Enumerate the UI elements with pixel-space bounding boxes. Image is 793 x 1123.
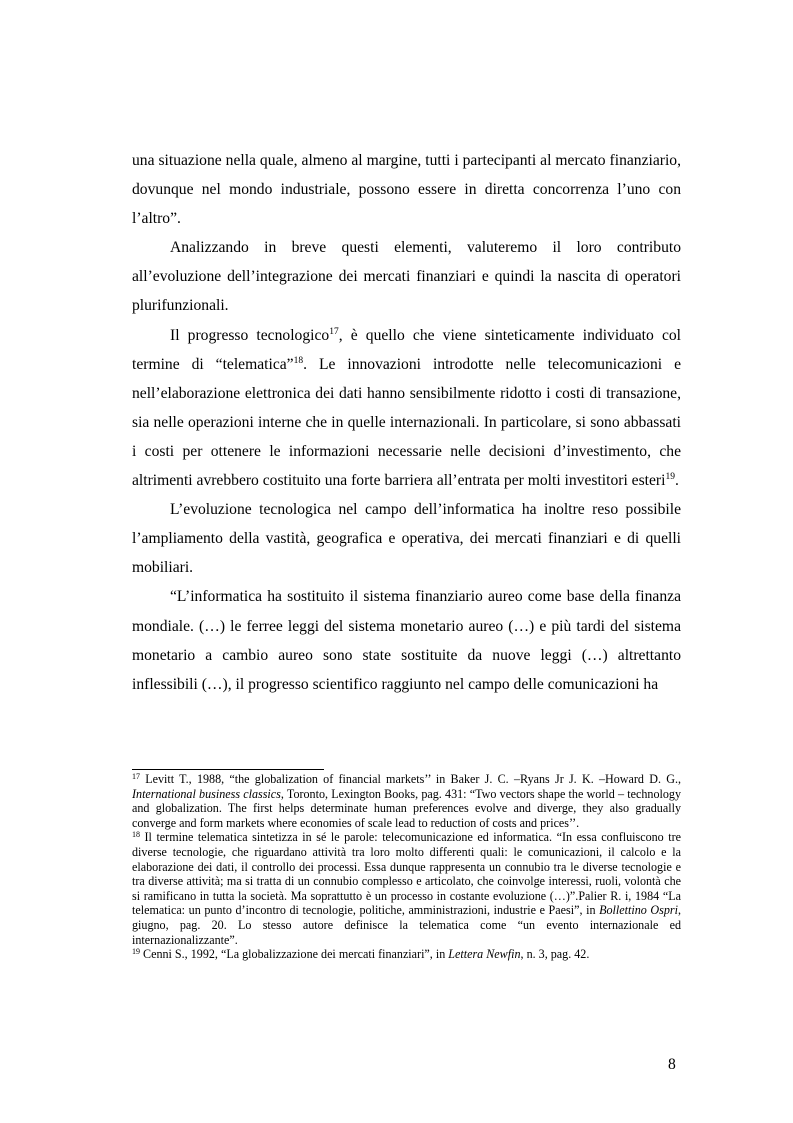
page-number: 8 — [668, 1056, 676, 1073]
footnote-title: Lettera Newfin — [448, 947, 521, 962]
paragraph-3 — [132, 321, 681, 496]
paragraph-3-text-c: . Le innovazioni introdotte nelle telecomunicazioni e nell’elaborazione elettronica dei dati hanno sensibilmente ridotto i costi di transazione, sia nelle operazioni interne che in quelle internazionali. In particolare, si sono abbassati i costi per ottenere le informazioni necessarie nelle decisioni d’investimento, che altrimenti avrebbero costituito una forte barriera all’entrata per molti investitori esteri — [132, 355, 681, 490]
footnote-text: Cenni S., 1992, “La globalizzazione dei mercati finanziari”, in — [140, 947, 449, 962]
footnote-text: , Toronto, Lexington Books, pag. 431: “Two vectors shape the world – technology and globalization. The first helps determinate human preferences evolve and diverge, they also gradually converge and form markets where economies of scale lead to reduction of costs and prices’’. — [132, 786, 681, 830]
footnotes — [132, 772, 681, 962]
paragraph-4: L’evoluzione tecnologica nel campo dell’informatica ha inoltre reso possibile l’ampliamento della vastità, geografica e operativa, dei mercati finanziari e di quelli mobiliari. — [132, 501, 681, 577]
footnote-divider — [132, 769, 324, 770]
footnote-text: , giugno, pag. 20. Lo stesso autore definisce la telematica come “un evento internazionale ed internazionalizzante”. — [132, 903, 681, 947]
footnote-17 — [132, 772, 681, 830]
paragraph-3-text-a: Il progresso tecnologico — [170, 326, 330, 344]
body-text — [132, 146, 681, 699]
paragraph-5: “L’informatica ha sostituito il sistema finanziario aureo come base della finanza mondiale. (…) le ferree leggi del sistema monetario aureo (…) e più tardi del sistema monetario a cambio aureo sono state sostituite da nuove leggi (…) altrettanto inflessibili (…), il progresso scientifico raggiunto nel campo delle comunicazioni ha — [132, 588, 681, 693]
paragraph-1: una situazione nella quale, almeno al margine, tutti i partecipanti al mercato finanziario, dovunque nel mondo industriale, possono essere in diretta concorrenza l’uno con l’altro”. — [132, 152, 681, 228]
footnote-number: 18 — [132, 830, 140, 840]
footnote-text: Levitt T., 1988, “the globalization of financial markets’’ in Baker J. C. –Ryans Jr J. K. –Howard D. G., — [140, 772, 681, 786]
footnote-number: 17 — [132, 772, 140, 781]
footnote-title: Bollettino Ospri — [599, 903, 678, 918]
paragraph-3-text-b: , è quello che viene sinteticamente individuato col termine di “telematica” — [132, 326, 682, 373]
paragraph-2: Analizzando in breve questi elementi, valuteremo il loro contributo all’evoluzione dell’integrazione dei mercati finanziari e quindi la nascita di operatori plurifunzionali. — [132, 239, 681, 315]
footnote-ref-18[interactable]: 18 — [293, 355, 304, 366]
footnote-title: International business classics — [132, 786, 281, 801]
footnote-number: 19 — [132, 947, 140, 957]
footnote-18 — [132, 830, 681, 947]
footnote-ref-19[interactable]: 19 — [665, 472, 675, 483]
paragraph-3-text-d: . — [674, 472, 679, 490]
footnote-text: , n. 3, pag. 42. — [520, 947, 590, 962]
footnote-ref-17[interactable]: 17 — [329, 326, 339, 337]
footnote-text: Il termine telematica sintetizza in sé le parole: telecomunicazione ed informatica. “In essa confluiscono tre diverse tecnologie, che riguardano attività tra loro molto differenti quali: le comunicazioni, il calcolo e la elaborazione dei dati, il controllo dei processi. Essa dunque rappresenta un connubio tra le diverse tecnologie e tra diverse attività; ma si tratta di un connubio complesso e articolato, che coinvolge interessi, ruoli, volontà che si ramificano in tutta la società. Ma soprattutto è un processo in costante evoluzione (…)”.Palier R. i, 1984 “La telematica: un punto d’incontro di tecnologie, politiche, amministrazioni, industrie e Paesi”, in — [132, 830, 681, 918]
footnote-19 — [132, 947, 681, 962]
